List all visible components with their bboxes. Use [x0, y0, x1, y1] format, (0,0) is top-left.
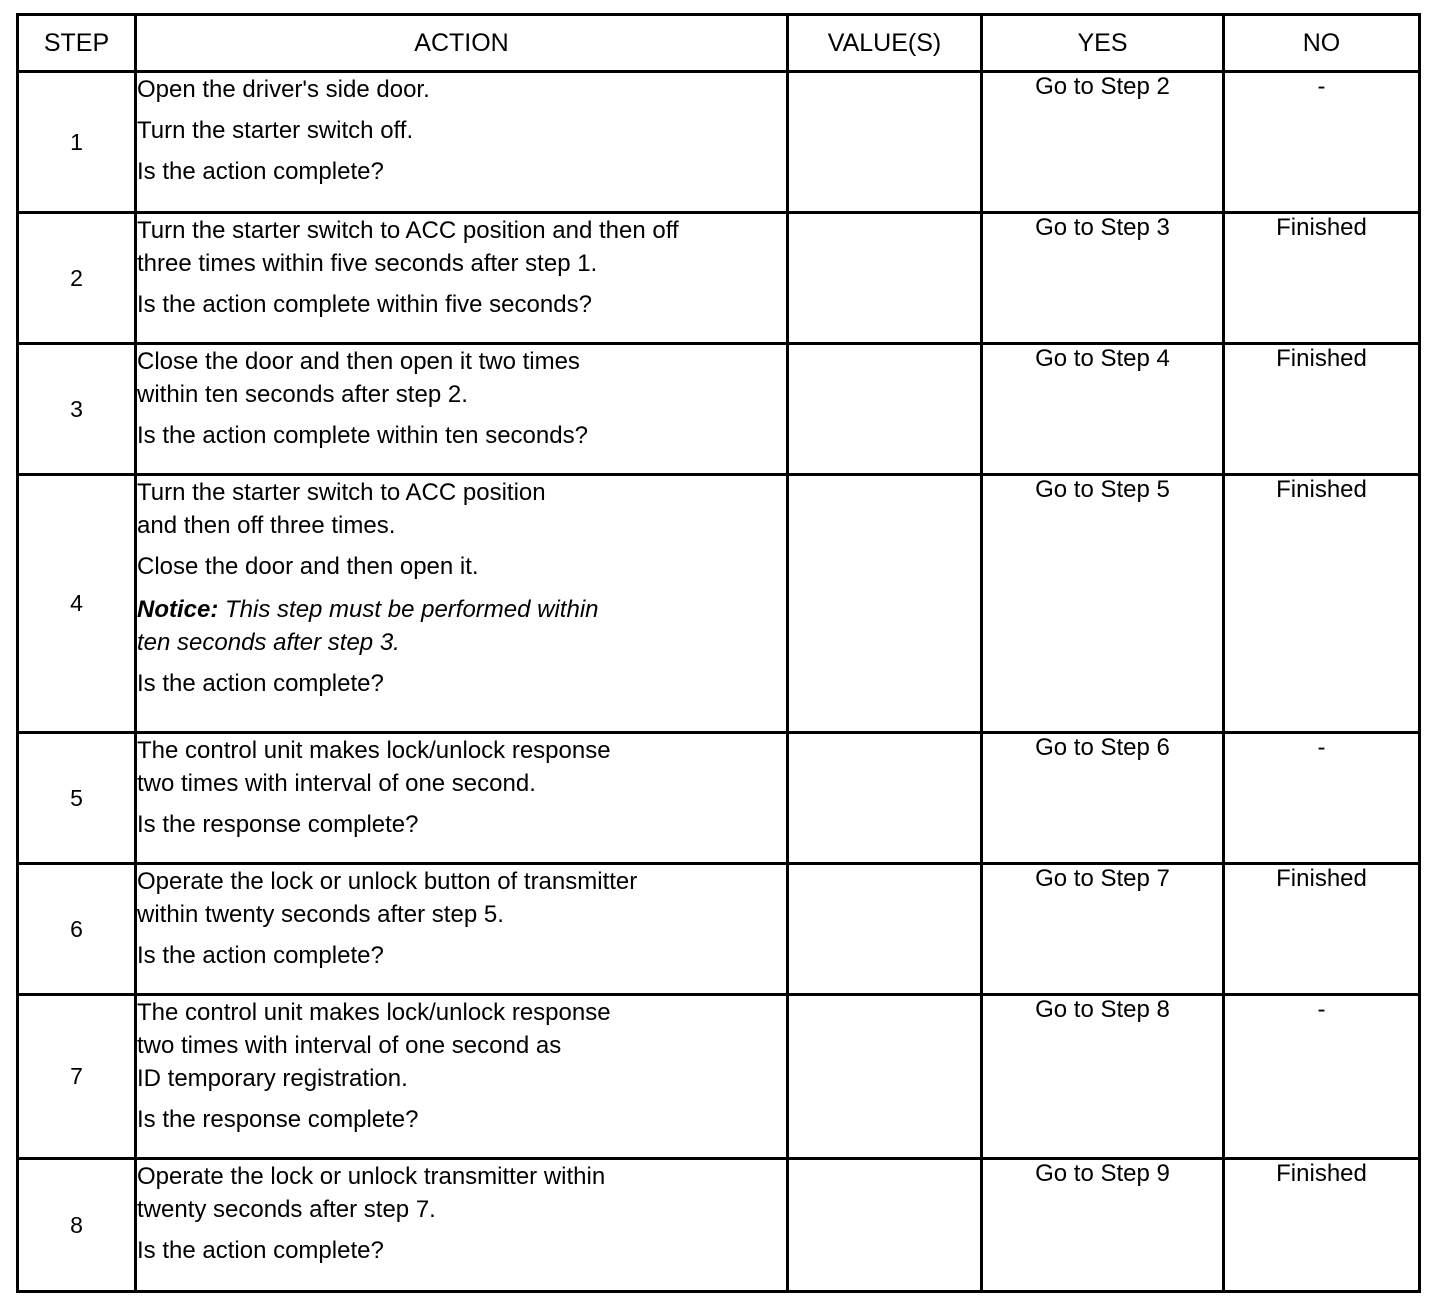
- action-line: within ten seconds after step 2.: [137, 381, 468, 408]
- action-line: and then off three times.: [137, 512, 396, 539]
- action-cell: [136, 864, 788, 995]
- action-cell: [136, 995, 788, 1159]
- action-question: Is the action complete?: [137, 942, 384, 969]
- yes-cell: Go to Step 8: [982, 995, 1224, 1159]
- action-line: Close the door and then open it two times: [137, 348, 580, 375]
- no-cell: Finished: [1224, 864, 1420, 995]
- notice-line: [137, 593, 786, 626]
- value-cell: [788, 213, 982, 344]
- value-cell: [788, 995, 982, 1159]
- action-cell: [136, 475, 788, 733]
- action-cell: [136, 72, 788, 213]
- procedure-table: [16, 13, 1421, 1293]
- step-number: 8: [18, 1159, 136, 1292]
- value-cell: [788, 72, 982, 213]
- no-cell: Finished: [1224, 1159, 1420, 1292]
- yes-cell: Go to Step 9: [982, 1159, 1224, 1292]
- action-line: Operate the lock or unlock button of transmitter: [137, 868, 638, 895]
- notice-label: Notice:: [137, 596, 219, 623]
- action-cell: [136, 1159, 788, 1292]
- action-line: two times with interval of one second.: [137, 770, 536, 797]
- table-row: [18, 733, 1420, 864]
- action-question: Is the response complete?: [137, 1106, 419, 1133]
- notice-line: [137, 626, 786, 659]
- step-number: 2: [18, 213, 136, 344]
- action-line: Turn the starter switch to ACC position and then off: [137, 217, 679, 244]
- table-row: [18, 475, 1420, 733]
- yes-cell: Go to Step 2: [982, 72, 1224, 213]
- action-line: Open the driver's side door.: [137, 76, 430, 103]
- yes-cell: Go to Step 7: [982, 864, 1224, 995]
- action-question: Is the action complete within five seconds?: [137, 291, 592, 318]
- table-row: [18, 72, 1420, 213]
- action-cell: [136, 733, 788, 864]
- action-cell: [136, 213, 788, 344]
- table-row: [18, 344, 1420, 475]
- no-cell: Finished: [1224, 475, 1420, 733]
- step-number: 6: [18, 864, 136, 995]
- action-line: two times with interval of one second as: [137, 1032, 562, 1059]
- value-cell: [788, 864, 982, 995]
- step-number: 5: [18, 733, 136, 864]
- action-cell: [136, 344, 788, 475]
- value-cell: [788, 475, 982, 733]
- action-line: three times within five seconds after step 1.: [137, 250, 598, 277]
- action-question: Is the action complete?: [137, 158, 384, 185]
- header-row: [18, 15, 1420, 72]
- header-action: ACTION: [136, 15, 788, 72]
- value-cell: [788, 344, 982, 475]
- table-row: [18, 1159, 1420, 1292]
- notice-text: This step must be performed within: [218, 596, 599, 623]
- table-row: [18, 995, 1420, 1159]
- value-cell: [788, 733, 982, 864]
- header-no: NO: [1224, 15, 1420, 72]
- notice-text: ten seconds after step 3.: [137, 629, 400, 656]
- table-row: [18, 864, 1420, 995]
- action-question: Is the action complete within ten seconds?: [137, 422, 588, 449]
- action-line: Close the door and then open it.: [137, 553, 479, 580]
- no-cell: Finished: [1224, 344, 1420, 475]
- action-line: Turn the starter switch to ACC position: [137, 479, 546, 506]
- header-step: STEP: [18, 15, 136, 72]
- action-line: within twenty seconds after step 5.: [137, 901, 504, 928]
- step-number: 1: [18, 72, 136, 213]
- step-number: 3: [18, 344, 136, 475]
- no-cell: Finished: [1224, 213, 1420, 344]
- step-number: 4: [18, 475, 136, 733]
- action-line: The control unit makes lock/unlock response: [137, 737, 611, 764]
- action-question: Is the action complete?: [137, 1237, 384, 1264]
- action-line: Turn the starter switch off.: [137, 117, 414, 144]
- header-values: VALUE(S): [788, 15, 982, 72]
- table-row: [18, 213, 1420, 344]
- yes-cell: Go to Step 4: [982, 344, 1224, 475]
- yes-cell: Go to Step 3: [982, 213, 1224, 344]
- no-cell: -: [1224, 995, 1420, 1159]
- no-cell: -: [1224, 72, 1420, 213]
- action-question: Is the response complete?: [137, 811, 419, 838]
- step-number: 7: [18, 995, 136, 1159]
- action-line: Operate the lock or unlock transmitter within: [137, 1163, 606, 1190]
- yes-cell: Go to Step 5: [982, 475, 1224, 733]
- action-line: The control unit makes lock/unlock response: [137, 999, 611, 1026]
- action-line: ID temporary registration.: [137, 1065, 408, 1092]
- value-cell: [788, 1159, 982, 1292]
- action-question: Is the action complete?: [137, 670, 384, 697]
- action-line: twenty seconds after step 7.: [137, 1196, 436, 1223]
- header-yes: YES: [982, 15, 1224, 72]
- yes-cell: Go to Step 6: [982, 733, 1224, 864]
- no-cell: -: [1224, 733, 1420, 864]
